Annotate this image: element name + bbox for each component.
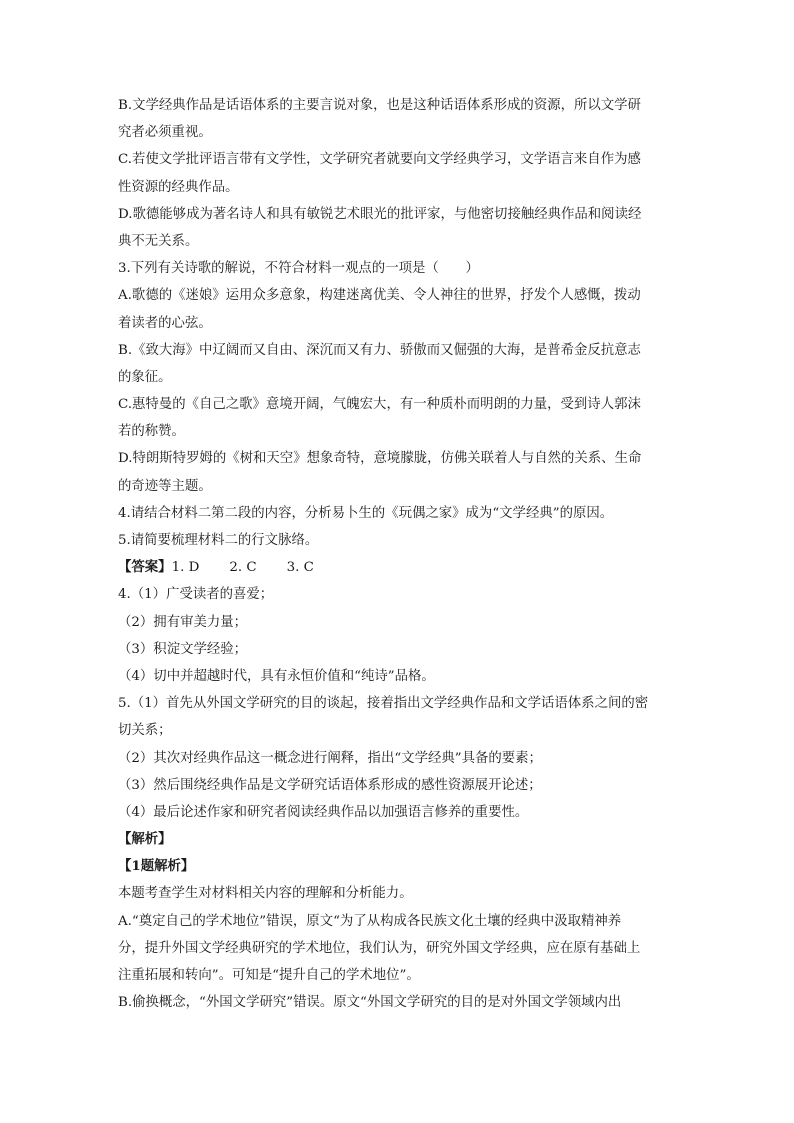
text-line: （2）其次对经典作品这一概念进行阐释，指出“文学经典”具备的要素； <box>118 750 542 766</box>
answer-item: 3. C <box>286 560 314 576</box>
text-line: A.歌德的《迷娘》运用众多意象，构建迷离优美、令人神往的世界，抒发个人感慨，拨动 <box>118 288 641 304</box>
text-line: 着读者的心弦。 <box>118 315 212 331</box>
text-line: （3）积淀文学经验； <box>118 641 248 657</box>
text-line: 4.（1）广受读者的喜爱； <box>118 587 274 603</box>
text-line: （3）然后围绕经典作品是文学研究话语体系形成的感性资源展开论述； <box>118 777 542 793</box>
text-line: B.《致大海》中辽阔而又自由、深沉而又有力、骄傲而又倔强的大海，是普希金反抗意志 <box>118 342 641 358</box>
text-line: 本题考查学生对材料相关内容的理解和分析能力。 <box>118 886 413 902</box>
text-line: B.文学经典作品是话语体系的主要言说对象，也是这种话语体系形成的资源，所以文学研 <box>118 98 641 113</box>
text-line: 切关系； <box>118 723 172 739</box>
text-line: 典不无关系。 <box>118 233 199 249</box>
text-line: A.“奠定自己的学术地位”错误，原文“为了从构成各民族文化土壤的经典中汲取精神养 <box>118 913 622 929</box>
text-line: C.若使文学批评语言带有文学性，文学研究者就要向文学经典学习，文学语言来自作为感 <box>118 152 641 168</box>
analysis-label: 【解析】 <box>118 831 172 848</box>
question-3: 3.下列有关诗歌的解说，不符合材料一观点的一项是（ ） <box>118 261 479 277</box>
text-line: D.特朗斯特罗姆的《树和天空》想象奇特，意境朦胧，仿佛关联着人与自然的关系、生命 <box>118 451 642 467</box>
document-body <box>118 92 683 1016</box>
text-line: 5.（1）首先从外国文学研究的目的谈起，接着指出文学经典作品和文学话语体系之间的密 <box>118 696 649 712</box>
text-line: 分，提升外国文学经典研究的学术地位，我们认为，研究外国文学经典，应在原有基础上 <box>118 940 641 956</box>
answer-line <box>118 554 683 581</box>
question-5: 5.请简要梳理材料二的行文脉络。 <box>118 533 319 548</box>
question-4: 4.请结合材料二第二段的内容，分析易卜生的《玩偶之家》成为“文学经典”的原因。 <box>118 505 614 521</box>
text-line: 注重拓展和转向”。可知是“提升自己的学术地位”。 <box>118 968 420 983</box>
text-line: （2）拥有审美力量； <box>118 614 248 630</box>
text-line: （4）最后论述作家和研究者阅读经典作品以加强语言修养的重要性。 <box>118 804 529 820</box>
text-line: 的奇迹等主题。 <box>118 478 212 494</box>
text-line: 若的称赞。 <box>118 424 185 440</box>
text-line: 究者必须重视。 <box>118 125 212 141</box>
answer-item: 2. C <box>229 560 257 576</box>
answer-item: 1. D <box>171 560 200 576</box>
text-line: 的象征。 <box>118 369 172 385</box>
text-line: 性资源的经典作品。 <box>118 179 239 195</box>
text-line: B.偷换概念，“外国文学研究”错误。原文“外国文学研究的目的是对外国文学领域内出 <box>118 995 622 1011</box>
text-line: C.惠特曼的《自己之歌》意境开阔，气魄宏大，有一种质朴而明朗的力量，受到诗人郭沫 <box>118 397 641 413</box>
answer-label: 【答案】 <box>118 559 172 576</box>
text-line: （4）切中并超越时代，具有永恒价值和“纯诗”品格。 <box>118 668 435 684</box>
text-line: D.歌德能够成为著名诗人和具有敏锐艺术眼光的批评家，与他密切接触经典作品和阅读经 <box>118 206 642 222</box>
q1-analysis-label: 【1题解析】 <box>118 858 195 875</box>
